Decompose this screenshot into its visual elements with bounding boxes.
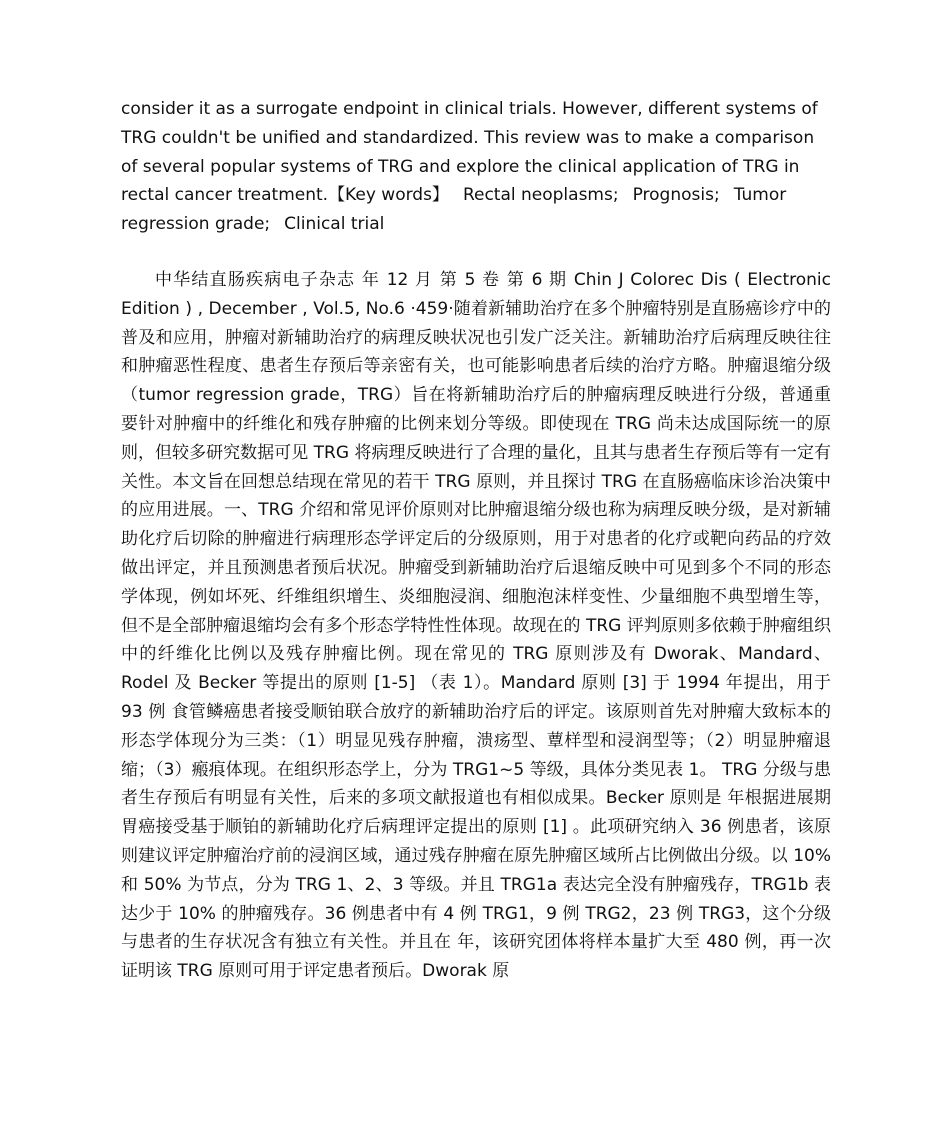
abstract-text: consider it as a surrogate endpoint in clinical trials. However, different systems of TRG couldn't be unified and standardized. This review was to make a comparison of several popular systems of TRG and explore the clinical application of TRG in rectal cancer treatment. xyxy=(121,99,818,206)
page-content xyxy=(121,95,831,986)
keywords-label: 【Key words】 xyxy=(328,185,449,206)
chinese-body-text: 中华结直肠疾病电子杂志 年 12 月 第 5 卷 第 6 期 Chin J Colorec Dis ( Electronic Edition ) , December , Vol.5, No.6 ·459·随着新辅助治疗在多个肿瘤特别是直肠癌诊疗中的普及和应用，肿瘤对新辅助治疗的病理反映状况也引发广泛关注。新辅助治疗后病理反映往往和肿瘤恶性程度、患者生存预后等亲密有关，也可能影响患者后续的治疗方略。肿瘤退缩分级（tumor regression grade，TRG）旨在将新辅助治疗后的肿瘤病理反映进行分级，普通重要针对肿瘤中的纤维化和残存肿瘤的比例来划分等级。即使现在 TRG 尚未达成国际统一的原则，但较多研究数据可见 TRG 将病理反映进行了合理的量化，且其与患者生存预后等有一定有关性。本文旨在回想总结现在常见的若干 TRG 原则，并且探讨 TRG 在直肠癌临床诊治决策中的应用进展。一、TRG 介绍和常见评价原则对比肿瘤退缩分级也称为病理反映分级，是对新辅助化疗后切除的肿瘤进行病理形态学评定后的分级原则，用于对患者的化疗或靶向药品的疗效做出评定，并且预测患者预后状况。肿瘤受到新辅助治疗后退缩反映中可见到多个不同的形态学体现，例如坏死、纤维组织增生、炎细胞浸润、细胞泡沫样变性、少量细胞不典型增生等，但不是全部肿瘤退缩均会有多个形态学特性性体现。故现在的 TRG 评判原则多依赖于肿瘤组织中的纤维化比例以及残存肿瘤比例。现在常见的 TRG 原则涉及有 Dworak、Mandard、Rodel 及 Becker 等提出的原则 [1-5] （表 1）。Mandard 原则 [3] 于 1994 年提出，用于 93 例 食管鳞癌患者接受顺铂联合放疗的新辅助治疗后的评定。该原则首先对肿瘤大致标本的形态学体现分为三类：（1）明显见残存肿瘤，溃疡型、蕈样型和浸润型等；（2）明显肿瘤退缩；（3）瘢痕体现。在组织形态学上，分为 TRG1~5 等级，具体分类见表 1。 TRG 分级与患者生存预后有明显有关性，后来的多项文献报道也有相似成果。Becker 原则是 年根据进展期胃癌接受基于顺铂的新辅助化疗后病理评定提出的原则 [1] 。此项研究纳入 36 例患者，该原则建议评定肿瘤治疗前的浸润区域，通过残存肿瘤在原先肿瘤区域所占比例做出分级。以 10% 和 50% 为节点，分为 TRG 1、2、3 等级。并且 TRG1a 表达完全没有肿瘤残存，TRG1b 表达少于 10% 的肿瘤残存。36 例患者中有 4 例 TRG1，9 例 TRG2，23 例 TRG3，这个分级与患者的生存状况含有独立有关性。并且在 年，该研究团体将样本量扩大至 480 例，再一次证明该 TRG 原则可用于评定患者预后。Dworak 原 xyxy=(121,269,831,982)
english-abstract xyxy=(121,95,831,239)
keyword-clinical-trial: Clinical trial xyxy=(284,214,385,235)
keyword-prognosis: Prognosis; xyxy=(632,185,720,206)
keyword-tumor-regression-grade: Tumor regression grade; xyxy=(121,185,787,235)
keyword-rectal-neoplasms: Rectal neoplasms; xyxy=(462,185,619,206)
